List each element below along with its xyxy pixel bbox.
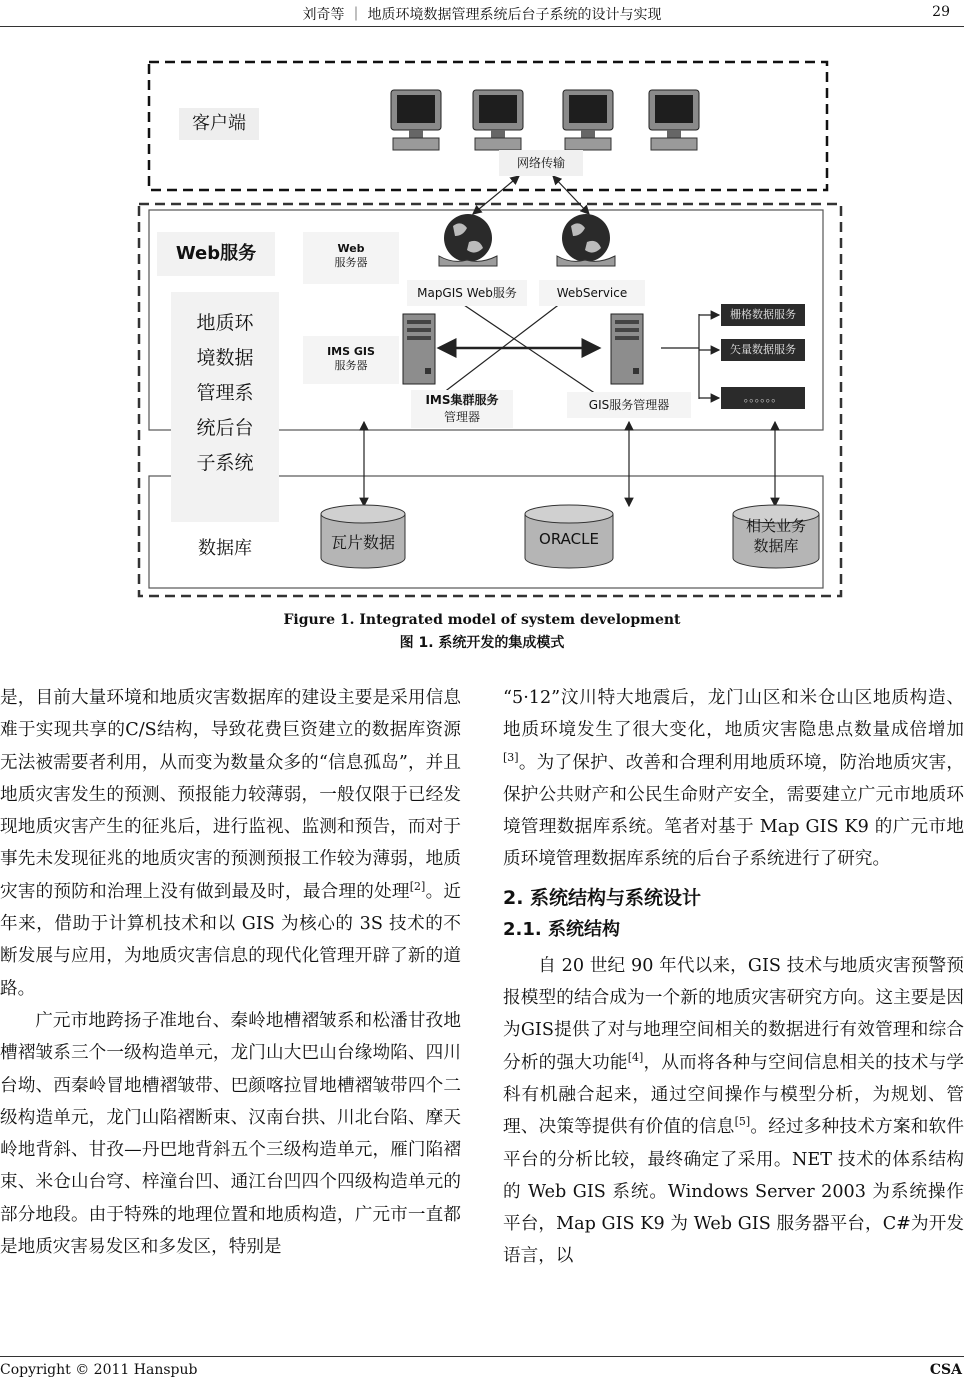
database-label: 数据库 <box>198 538 252 559</box>
ims-cluster-sublabel: 管理器 <box>443 410 480 424</box>
webservice-box <box>539 280 645 306</box>
mapgis-web-box <box>407 280 527 306</box>
right-column <box>503 682 964 1273</box>
paragraph <box>0 682 461 1005</box>
computer-icon <box>647 88 701 152</box>
subsystem-label-line: 地质环 <box>196 312 254 334</box>
business-db-label-line: 相关业务 <box>745 517 806 535</box>
paragraph-text: 自 20 世纪 90 年代以来，GIS 技术与地质灾害预警预报模型的结合成为一个新的地质灾害研究方向。这主要是因为GIS提供了对与地理空间相关的数据进行有效管理和综合分析的强大功能 <box>503 955 964 1073</box>
header-rule <box>0 26 964 27</box>
vector-service-label: 矢量数据服务 <box>730 343 796 356</box>
computer-icon <box>471 88 525 152</box>
network-label-box <box>499 150 583 176</box>
tile-data-label: 瓦片数据 <box>330 533 395 552</box>
web-service-label: Web服务 <box>175 243 257 264</box>
citation: [4] <box>627 1050 644 1064</box>
business-db-label <box>731 516 821 556</box>
paragraph <box>503 950 964 1273</box>
citation: [3] <box>503 750 519 764</box>
client-label: 客户端 <box>192 113 246 134</box>
gis-service-manager-box <box>567 392 691 418</box>
paragraph-text: 。经过多种技术方案和软件平台的分析比较，最终确定了采用。NET 技术的体系结构的 Web GIS 系统。Windows Server 2003 为系统操作平台，Map GIS K9 为 Web GIS 服务器平台，C#为开发语言，以 <box>503 1117 964 1267</box>
paragraph <box>503 682 964 876</box>
business-db-label-line: 数据库 <box>753 537 799 555</box>
mapgis-web-label: MapGIS Web服务 <box>417 286 517 300</box>
server-icon <box>401 312 437 386</box>
left-column <box>0 682 461 1263</box>
subsystem-label-line: 统后台 <box>196 417 254 439</box>
ims-cluster-box <box>411 390 513 428</box>
gis-service-manager-label: GIS服务管理器 <box>588 398 670 412</box>
paragraph-text: 。近年来，借助于计算机技术和以 GIS 为核心的 3S 技术的不断发展与应用，为地质灾害信息的现代化管理开辟了新的道路。 <box>0 881 461 999</box>
client-label-box <box>179 108 259 140</box>
subsystem-label-line: 子系统 <box>196 452 254 474</box>
subsystem-label-line: 境数据 <box>196 347 254 369</box>
more-services-box <box>721 387 805 409</box>
citation: [2] <box>409 879 426 893</box>
ims-cluster-label: IMS集群服务 <box>425 393 499 407</box>
section-heading: 2. 系统结构与系统设计 <box>503 886 702 909</box>
running-title: 刘奇等 ｜ 地质环境数据管理系统后台子系统的设计与实现 <box>302 7 662 23</box>
more-services-label: 。。。。。。 <box>743 391 783 404</box>
paragraph-text: “5·12”汶川特大地震后，龙门山区和米仓山区地质构造、地质环境发生了很大变化，地质灾害隐患点数量成倍增加 <box>503 688 964 741</box>
citation: [5] <box>734 1115 751 1129</box>
paragraph-text: 。为了保护、改善和合理利用地质环境，防治地质灾害，保护公共财产和公民生命财产安全，需要建立广元市地质环境管理数据库系统。笔者对基于 Map GIS K9 的广元市地质环境管理数据库系统的后台子系统进行了研究。 <box>503 752 964 870</box>
paragraph: 广元市地跨扬子准地台、秦岭地槽褶皱系和松潘甘孜地槽褶皱系三个一级构造单元，龙门山大巴山台缘坳陷、四川台坳、西秦岭冒地槽褶皱带、巴颜喀拉冒地槽褶皱带四个二级构造单元，龙门山陷褶断束、汉南台拱、川北台陷、摩天岭地背斜、甘孜—丹巴地背斜五个三级构造单元，雁门陷褶束、米仓山台穹、梓潼台凹、通江台凹四个四级构造单元的部分地段。由于特殊的地理位置和地质构造，广元市一直都是地质灾害易发区和多发区，特别是 <box>0 1010 461 1258</box>
computer-icon <box>561 88 615 152</box>
globe-icon <box>551 212 621 270</box>
raster-service-label: 栅格数据服务 <box>730 308 796 321</box>
webservice-label: WebService <box>556 286 628 300</box>
figure-1 <box>121 44 843 606</box>
web-server-label: Web <box>337 242 365 255</box>
figure-caption-chinese: 图 1. 系统开发的集成模式 <box>399 635 565 651</box>
raster-service-box <box>721 304 805 326</box>
ims-gis-server-sublabel: 服务器 <box>334 359 368 372</box>
paragraph-text: ，从而将各种与空间信息相关的技术与学科有机融合起来，通过空间操作与模型分析，为规划、管理、决策等提供有价值的信息 <box>503 1052 964 1138</box>
footer-rule <box>0 1356 964 1357</box>
paragraph-text: 是，目前大量环境和地质灾害数据库的建设主要是采用信息难于实现共享的C/S结构，导致花费巨资建立的数据库资源无法被需要者利用，从而变为数量众多的“信息孤岛”，并且地质灾害发生的预测、预报能力较薄弱，一般仅限于已经发现地质灾害产生的征兆后，进行监视、监测和预告，而对于事先未发现征兆的地质灾害的预测预报工作较为薄弱，地质灾害的预防和治理上没有做到最及时，最合理的处理 <box>0 688 461 902</box>
globe-icon <box>433 212 503 270</box>
computer-icon <box>389 88 443 152</box>
copyright: Copyright © 2011 Hanspub <box>0 1362 198 1378</box>
ims-gis-server-box <box>303 336 399 384</box>
web-server-box <box>303 232 399 284</box>
journal-name: CSA <box>929 1362 962 1378</box>
subsystem-label-box <box>171 292 279 522</box>
network-label: 网络传输 <box>516 156 565 170</box>
running-header <box>0 0 964 26</box>
ims-gis-server-label: IMS GIS <box>327 345 375 358</box>
server-icon <box>609 312 645 386</box>
web-service-label-box <box>157 232 275 276</box>
subsystem-label-line: 管理系 <box>196 382 254 404</box>
page-number: 29 <box>932 4 950 20</box>
figure-caption-english: Figure 1. Integrated model of system development <box>283 612 681 628</box>
vector-service-box <box>721 339 805 361</box>
oracle-label: ORACLE <box>539 530 599 548</box>
subsection-heading: 2.1. 系统结构 <box>503 918 620 940</box>
web-server-sublabel: 服务器 <box>334 256 368 269</box>
